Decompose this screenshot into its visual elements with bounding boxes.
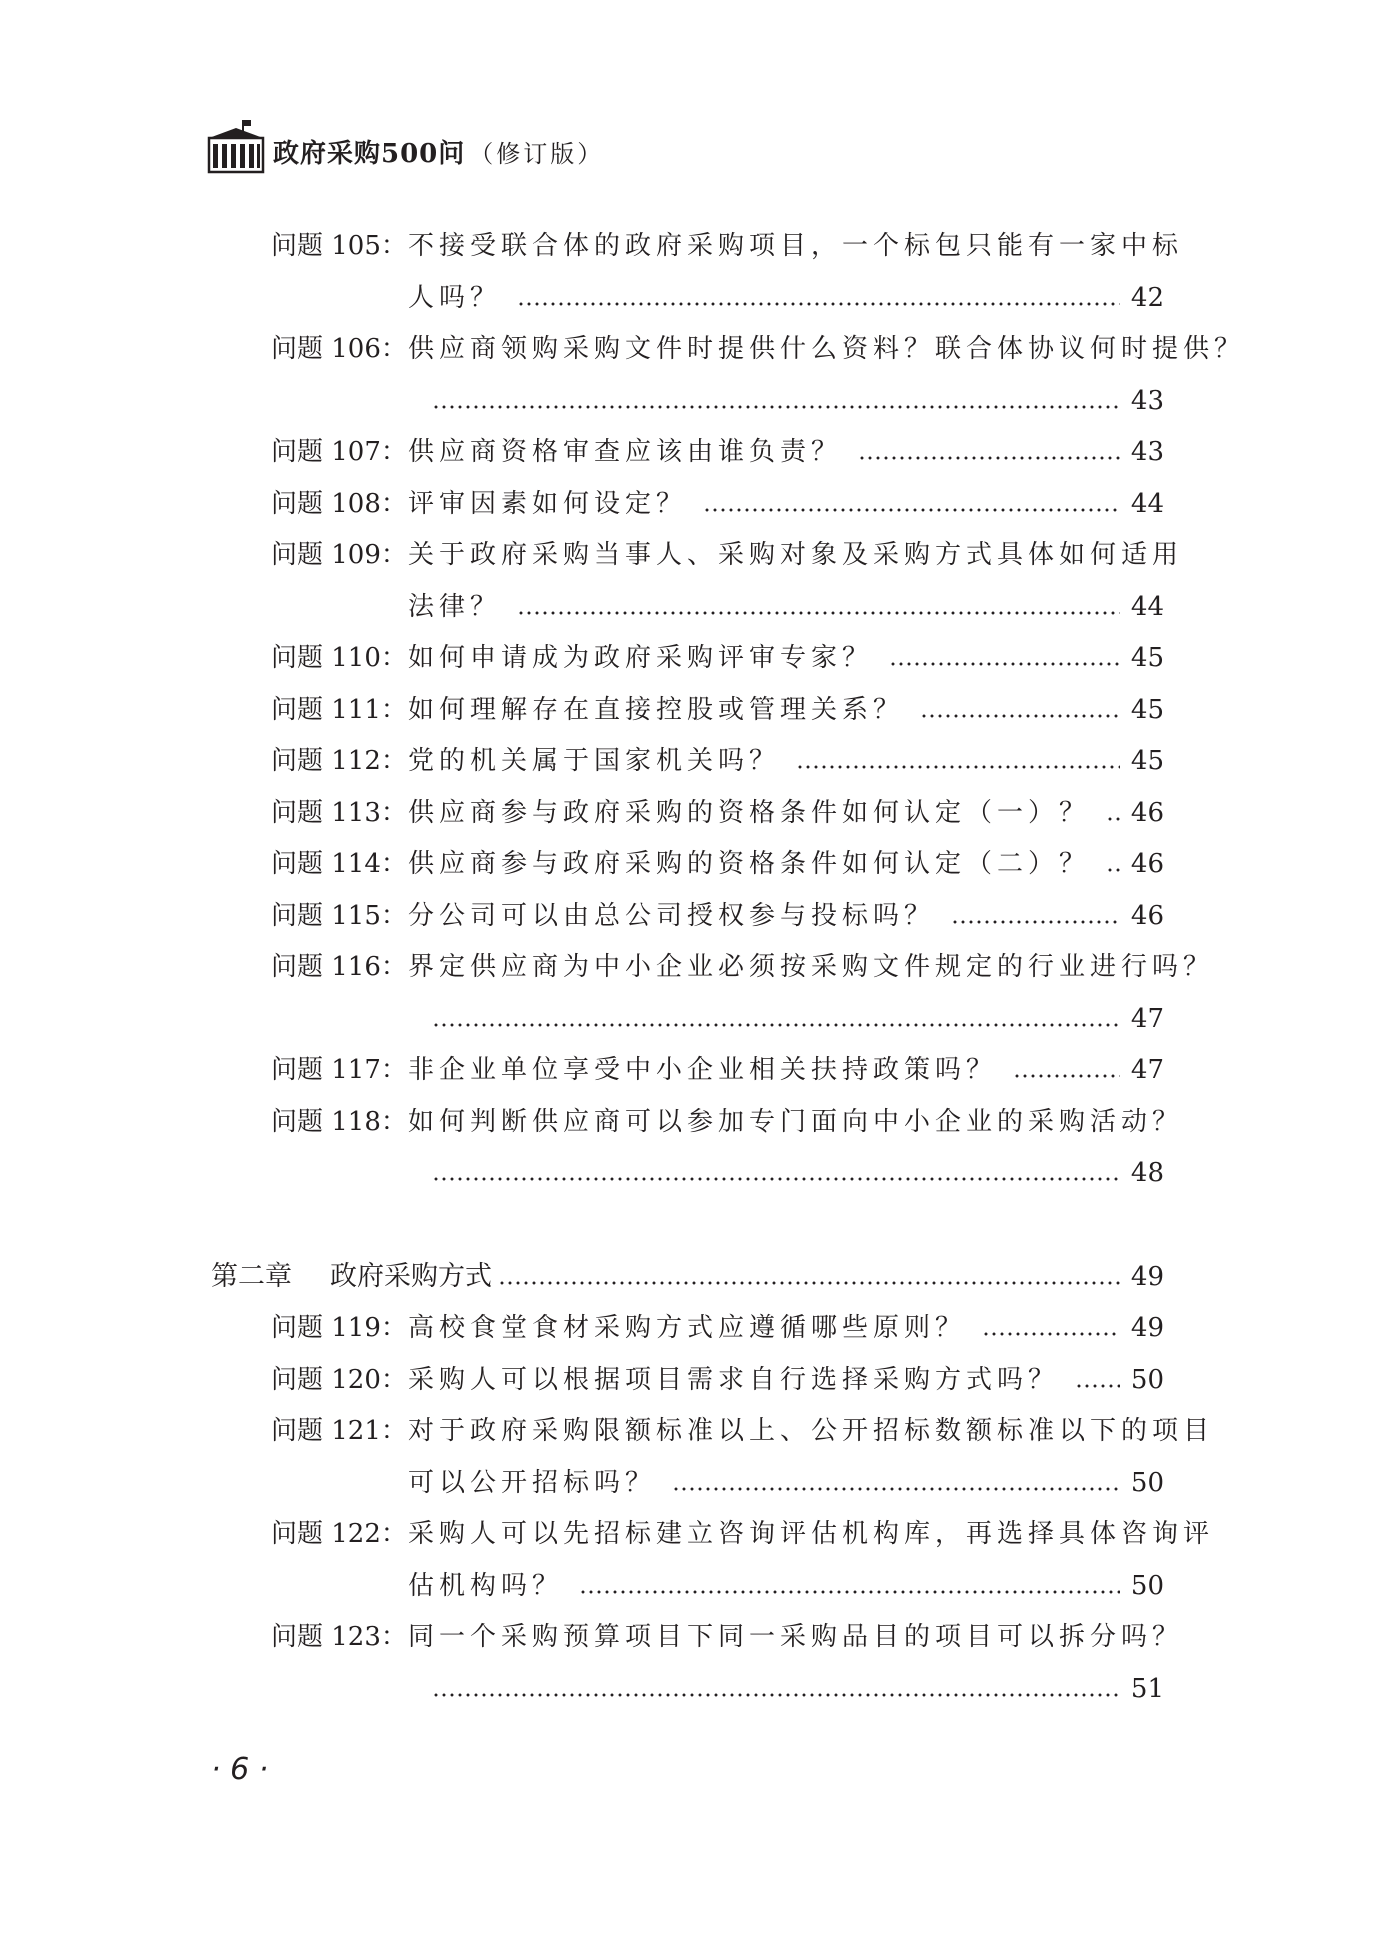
question-title: 党的机关属于国家机关吗？	[408, 746, 781, 776]
question-number: 问题 106：	[271, 334, 407, 364]
question-title: 界定供应商为中小企业必须按采购文件规定的行业进行吗？	[408, 952, 1215, 982]
question-number: 问题 109：	[271, 540, 407, 570]
page-ref: 47	[1130, 1003, 1164, 1034]
question-title-continued: 可以公开招标吗？	[408, 1467, 657, 1498]
question-number: 问题 108：	[271, 488, 407, 519]
leader-dots	[517, 302, 1120, 306]
question-title: 供应商参与政府采购的资格条件如何认定（一）？	[408, 797, 1091, 828]
question-number: 问题 115：	[271, 900, 407, 931]
question-number: 问题 118：	[271, 1106, 407, 1137]
leader-dots	[432, 1023, 1120, 1027]
page-ref: 50	[1130, 1364, 1164, 1395]
question-title: 采购人可以先招标建立咨询评估机构库，再选择具体咨询评	[408, 1519, 1215, 1549]
chapter-title: 政府采购方式	[330, 1260, 492, 1292]
page-ref: 44	[1130, 591, 1164, 622]
page-ref: 46	[1130, 849, 1164, 879]
leader-dots	[1075, 1384, 1120, 1388]
leader-dots	[889, 662, 1120, 666]
leader-dots	[920, 714, 1120, 718]
government-building-icon	[207, 118, 265, 174]
question-number: 问题 110：	[271, 643, 407, 673]
question-title-continued: 人吗？	[408, 282, 502, 313]
question-number: 问题 107：	[271, 437, 407, 467]
question-title: 不接受联合体的政府采购项目，一个标包只能有一家中标	[408, 231, 1184, 261]
question-number: 问题 116：	[271, 952, 407, 982]
page-ref: 45	[1130, 643, 1164, 673]
question-title: 供应商领购采购文件时提供什么资料？联合体协议何时提供？	[408, 334, 1246, 364]
question-number: 问题 114：	[271, 849, 407, 879]
leader-dots	[796, 765, 1120, 769]
page-ref: 50	[1130, 1570, 1164, 1601]
leader-dots	[858, 456, 1120, 460]
leader-dots	[703, 508, 1120, 512]
question-number: 问题 113：	[271, 797, 407, 828]
page-ref: 45	[1130, 746, 1164, 776]
page-ref: 49	[1130, 1261, 1164, 1292]
leader-dots	[951, 920, 1120, 924]
question-title: 对于政府采购限额标准以上、公开招标数额标准以下的项目	[408, 1416, 1215, 1446]
question-title: 如何申请成为政府采购评审专家？	[408, 643, 874, 673]
leader-dots	[579, 1590, 1120, 1594]
page-ref: 49	[1130, 1313, 1164, 1343]
leader-dots	[498, 1281, 1120, 1285]
leader-dots	[432, 1177, 1120, 1181]
running-header	[207, 118, 604, 174]
question-title: 供应商参与政府采购的资格条件如何认定（二）？	[408, 849, 1091, 879]
question-title-continued: 估机构吗？	[408, 1570, 564, 1601]
page-ref: 46	[1130, 900, 1164, 931]
page-ref: 45	[1130, 694, 1164, 725]
page-ref: 48	[1130, 1158, 1164, 1188]
question-title: 评审因素如何设定？	[408, 488, 688, 519]
leader-dots	[982, 1332, 1120, 1336]
leader-dots	[1013, 1074, 1120, 1078]
question-title: 如何判断供应商可以参加专门面向中小企业的采购活动？	[408, 1106, 1184, 1137]
question-title: 采购人可以根据项目需求自行选择采购方式吗？	[408, 1364, 1060, 1395]
question-title: 关于政府采购当事人、采购对象及采购方式具体如何适用	[408, 540, 1184, 570]
page-ref: 47	[1130, 1055, 1164, 1085]
question-title: 如何理解存在直接控股或管理关系？	[408, 694, 905, 725]
question-number: 问题 105：	[271, 231, 407, 261]
question-number: 问题 120：	[271, 1364, 407, 1395]
leader-dots	[672, 1487, 1120, 1491]
question-number: 问题 123：	[271, 1622, 407, 1652]
page-ref: 44	[1130, 488, 1164, 519]
page-number: · 6 ·	[211, 1752, 269, 1787]
book-subtitle: （修订版）	[469, 140, 605, 168]
book-title: 政府采购500问	[273, 139, 466, 169]
question-title: 供应商资格审查应该由谁负责？	[408, 437, 843, 467]
question-number: 问题 119：	[271, 1313, 407, 1343]
question-number: 问题 117：	[271, 1055, 407, 1085]
leader-dots	[432, 405, 1120, 409]
question-number: 问题 112：	[271, 746, 407, 776]
question-title: 高校食堂食材采购方式应遵循哪些原则？	[408, 1313, 967, 1343]
question-title: 非企业单位享受中小企业相关扶持政策吗？	[408, 1055, 998, 1085]
page-ref: 43	[1130, 385, 1164, 416]
question-title-continued: 法律？	[408, 591, 502, 622]
question-number: 问题 122：	[271, 1519, 407, 1549]
leader-dots	[1106, 817, 1120, 821]
question-title: 分公司可以由总公司授权参与投标吗？	[408, 900, 936, 931]
leader-dots	[517, 611, 1120, 615]
chapter-label: 第二章	[211, 1260, 292, 1292]
page-ref: 43	[1130, 437, 1164, 467]
leader-dots	[1106, 868, 1120, 872]
page-ref: 51	[1130, 1673, 1164, 1704]
question-number: 问题 111：	[271, 694, 407, 725]
question-number: 问题 121：	[271, 1416, 407, 1446]
page-ref: 46	[1130, 797, 1164, 828]
page-ref: 50	[1130, 1467, 1164, 1498]
page-ref: 42	[1130, 282, 1164, 313]
leader-dots	[432, 1693, 1120, 1697]
question-title: 同一个采购预算项目下同一采购品目的项目可以拆分吗？	[408, 1622, 1184, 1652]
